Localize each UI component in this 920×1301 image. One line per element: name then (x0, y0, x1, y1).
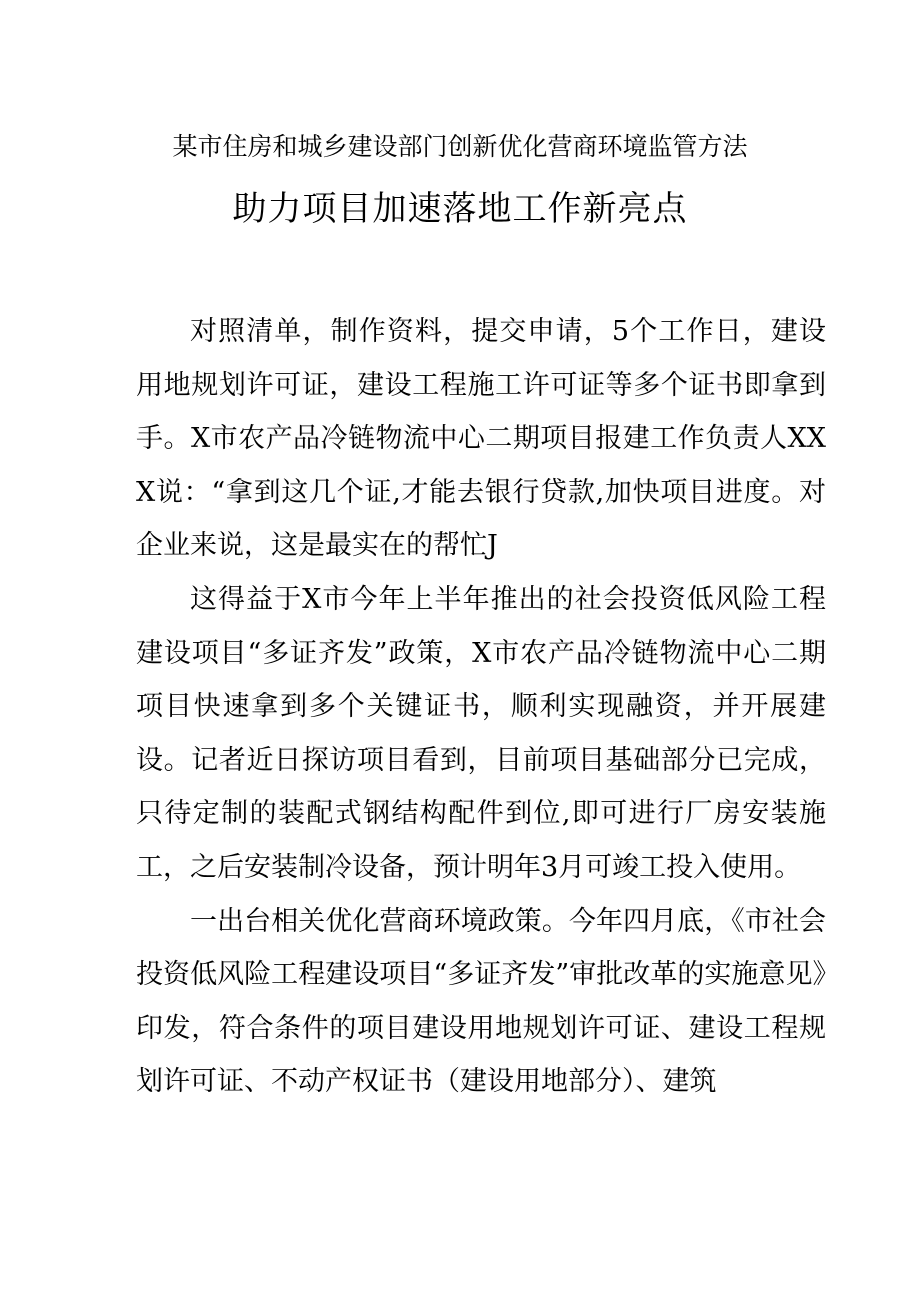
document-subtitle: 某市住房和城乡建设部门创新优化营商环境监管方法 (172, 132, 748, 161)
document-title: 助力项目加速落地工作新亮点 (232, 189, 688, 229)
document-body (136, 305, 826, 1109)
paragraph-2: 这得益于X市今年上半年推出的社会投资低风险工程建设项目“多证齐发”政策，X市农产品冷链物流中心二期项目快速拿到多个关键证书，顺利实现融资，并开展建设。记者近日探访项目看到，目前项目基础部分已完成，只待定制的装配式钢结构配件到位,即可进行厂房安装施工，之后安装制冷设备，预计明年3月可竣工投入使用。 (136, 583, 826, 883)
paragraph-1: 对照清单，制作资料，提交申请，5个工作日，建设用地规划许可证，建设工程施工许可证等多个证书即拿到手。X市农产品冷链物流中心二期项目报建工作负责人XXX说：“拿到这几个证,才能去银行贷款,加快项目进度。对企业来说，这是最实在的帮忙J (136, 316, 826, 562)
paragraph-3: 一出台相关优化营商环境政策。今年四月底，《市社会投资低风险工程建设项目“多证齐发”审批改革的实施意见》印发，符合条件的项目建设用地规划许可证、建设工程规划许可证、不动产权证书（建设用地部分）、建筑 (136, 905, 826, 1098)
